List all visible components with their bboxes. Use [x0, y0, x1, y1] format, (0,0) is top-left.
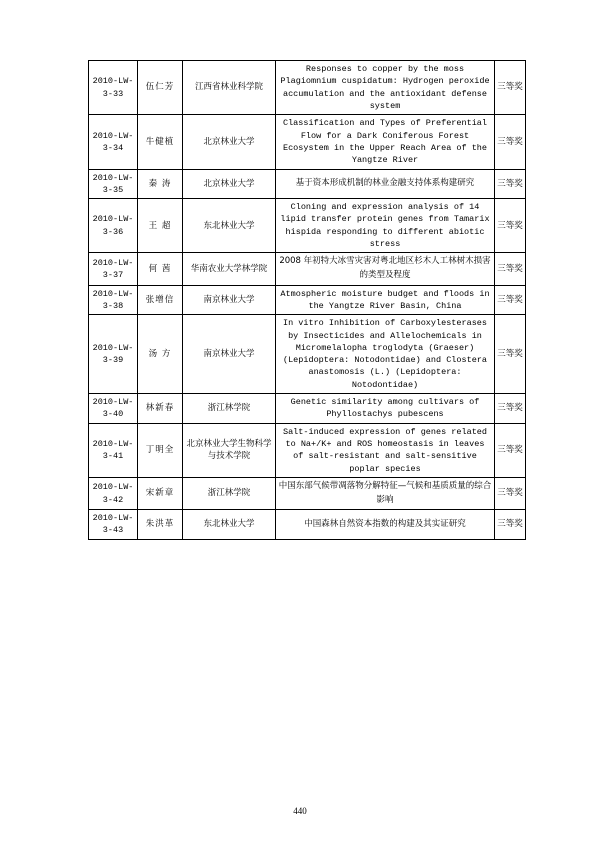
row-award: 三等奖 — [495, 169, 526, 199]
row-award: 三等奖 — [495, 199, 526, 253]
table-row — [89, 169, 526, 199]
table-row — [89, 510, 526, 540]
row-organization: 华南农业大学林学院 — [183, 253, 276, 285]
row-name: 牛健植 — [138, 115, 183, 169]
row-title: 基于资本形成机制的林业金融支持体系构建研究 — [276, 169, 495, 199]
row-code: 2010-LW-3-34 — [89, 115, 138, 169]
row-name: 王 超 — [138, 199, 183, 253]
row-name: 张增信 — [138, 285, 183, 315]
row-code: 2010-LW-3-39 — [89, 315, 138, 394]
row-title: 中国东部气候带凋落物分解特征—气候和基质质量的综合影响 — [276, 477, 495, 509]
row-title: Classification and Types of Preferential Flow for a Dark Coniferous Forest Ecosystem in the Upper Reach Area of the Yangtze River — [276, 115, 495, 169]
row-title: Salt-induced expression of genes related to Na+/K+ and ROS homeostasis in leaves of salt-resistant and salt-sensitive poplar species — [276, 423, 495, 477]
row-award: 三等奖 — [495, 510, 526, 540]
row-organization: 浙江林学院 — [183, 394, 276, 424]
row-code: 2010-LW-3-33 — [89, 61, 138, 115]
row-award: 三等奖 — [495, 115, 526, 169]
table-row — [89, 394, 526, 424]
table-row — [89, 477, 526, 509]
row-code: 2010-LW-3-37 — [89, 253, 138, 285]
row-title: Responses to copper by the moss Plagiomnium cuspidatum: Hydrogen peroxide accumulation and the antioxidant defense system — [276, 61, 495, 115]
row-award: 三等奖 — [495, 253, 526, 285]
row-award: 三等奖 — [495, 285, 526, 315]
row-code: 2010-LW-3-41 — [89, 423, 138, 477]
table-row — [89, 315, 526, 394]
award-table-container — [88, 60, 523, 540]
row-name: 丁明全 — [138, 423, 183, 477]
row-code: 2010-LW-3-35 — [89, 169, 138, 199]
table-row — [89, 253, 526, 285]
row-award: 三等奖 — [495, 61, 526, 115]
table-row — [89, 61, 526, 115]
row-code: 2010-LW-3-43 — [89, 510, 138, 540]
row-title: 2008 年初特大冰雪灾害对粤北地区杉木人工林树木损害的类型及程度 — [276, 253, 495, 285]
row-award: 三等奖 — [495, 423, 526, 477]
table-row — [89, 285, 526, 315]
row-name: 朱洪革 — [138, 510, 183, 540]
row-name: 林新春 — [138, 394, 183, 424]
row-name: 汤 方 — [138, 315, 183, 394]
row-code: 2010-LW-3-40 — [89, 394, 138, 424]
row-organization: 南京林业大学 — [183, 285, 276, 315]
row-name: 秦 涛 — [138, 169, 183, 199]
row-title: Genetic similarity among cultivars of Phyllostachys pubescens — [276, 394, 495, 424]
table-row — [89, 423, 526, 477]
row-name: 宋新章 — [138, 477, 183, 509]
row-name: 伍仁芳 — [138, 61, 183, 115]
award-table-body — [89, 61, 526, 540]
row-organization: 东北林业大学 — [183, 510, 276, 540]
row-organization: 南京林业大学 — [183, 315, 276, 394]
row-organization: 东北林业大学 — [183, 199, 276, 253]
row-organization: 北京林业大学 — [183, 115, 276, 169]
row-organization: 北京林业大学 — [183, 169, 276, 199]
award-table — [88, 60, 526, 540]
row-title: Cloning and expression analysis of 14 lipid transfer protein genes from Tamarix hispida responding to different abiotic stress — [276, 199, 495, 253]
row-award: 三等奖 — [495, 315, 526, 394]
row-organization: 北京林业大学生物科学与技术学院 — [183, 423, 276, 477]
row-organization: 江西省林业科学院 — [183, 61, 276, 115]
row-organization: 浙江林学院 — [183, 477, 276, 509]
row-title: In vitro Inhibition of Carboxylesterases by Insecticides and Allelochemicals in Micromelalopha troglodyta (Graeser) (Lepidoptera: Notodontidae) and Clostera anastomosis (L.) (Lepidoptera: Notodontidae) — [276, 315, 495, 394]
row-title: Atmospheric moisture budget and floods in the Yangtze River Basin, China — [276, 285, 495, 315]
row-name: 何 茜 — [138, 253, 183, 285]
row-code: 2010-LW-3-42 — [89, 477, 138, 509]
table-row — [89, 115, 526, 169]
row-code: 2010-LW-3-36 — [89, 199, 138, 253]
page-number: 440 — [293, 806, 307, 816]
row-code: 2010-LW-3-38 — [89, 285, 138, 315]
table-row — [89, 199, 526, 253]
row-award: 三等奖 — [495, 477, 526, 509]
row-title: 中国森林自然资本指数的构建及其实证研究 — [276, 510, 495, 540]
row-award: 三等奖 — [495, 394, 526, 424]
